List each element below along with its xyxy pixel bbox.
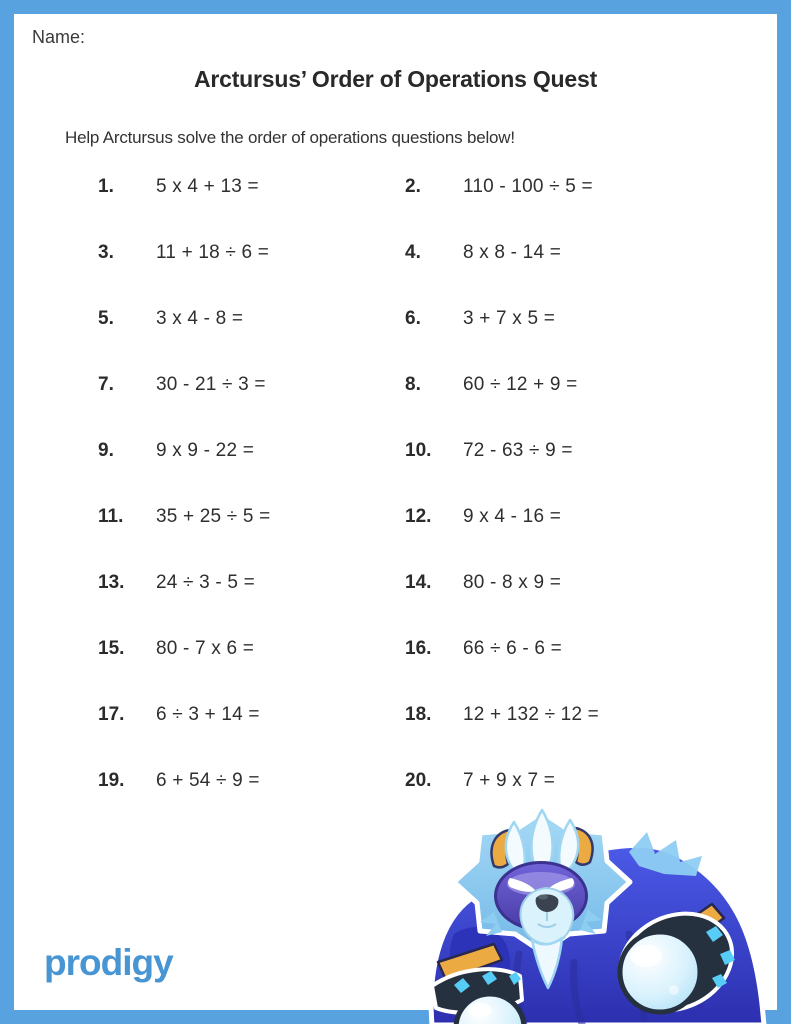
question-number: 5. [98,308,114,329]
question-item [98,440,405,506]
question-expression: 12 + 132 ÷ 12 = [463,704,599,725]
question-number: 3. [98,242,114,263]
question-item [405,506,738,572]
question-item [98,704,405,770]
questions-grid [98,176,738,836]
question-expression: 6 ÷ 3 + 14 = [156,704,260,725]
question-expression: 80 - 7 x 6 = [156,638,254,659]
question-number: 6. [405,308,421,329]
question-number: 19. [98,770,125,791]
question-number: 17. [98,704,125,725]
question-number: 1. [98,176,114,197]
question-item [405,374,738,440]
question-number: 15. [98,638,125,659]
question-item [98,308,405,374]
instructions-text: Help Arctursus solve the order of operations questions below! [65,128,515,147]
question-number: 13. [98,572,125,593]
question-number: 16. [405,638,432,659]
question-item [98,506,405,572]
question-number: 12. [405,506,432,527]
question-expression: 110 - 100 ÷ 5 = [463,176,593,197]
question-expression: 6 + 54 ÷ 9 = [156,770,260,791]
question-item [98,176,405,242]
question-expression: 80 - 8 x 9 = [463,572,561,593]
question-number: 10. [405,440,432,461]
question-number: 7. [98,374,114,395]
question-item [98,770,405,836]
worksheet-title: Arctursus’ Order of Operations Quest [193,66,598,92]
question-item [98,374,405,440]
question-item [405,242,738,308]
question-item [405,704,738,770]
question-expression: 9 x 9 - 22 = [156,440,254,461]
question-expression: 8 x 8 - 14 = [463,242,561,263]
question-item [98,572,405,638]
question-number: 2. [405,176,421,197]
question-item [98,638,405,704]
question-item [405,440,738,506]
arctursus-character-illustration [424,804,784,1024]
question-number: 8. [405,374,421,395]
question-expression: 24 ÷ 3 - 5 = [156,572,255,593]
question-number: 4. [405,242,421,263]
question-expression: 60 ÷ 12 + 9 = [463,374,578,395]
question-expression: 35 + 25 ÷ 5 = [156,506,271,527]
question-item [405,176,738,242]
question-item [405,308,738,374]
prodigy-logo: prodigy [44,942,173,983]
question-number: 20. [405,770,432,791]
question-item [405,638,738,704]
question-number: 11. [98,506,124,527]
question-item [98,242,405,308]
question-number: 14. [405,572,432,593]
question-number: 18. [405,704,432,725]
name-label: Name: [32,27,86,47]
question-expression: 5 x 4 + 13 = [156,176,259,197]
question-number: 9. [98,440,114,461]
question-expression: 3 + 7 x 5 = [463,308,555,329]
question-expression: 11 + 18 ÷ 6 = [156,242,270,263]
question-item [405,572,738,638]
question-expression: 3 x 4 - 8 = [156,308,244,329]
question-expression: 72 - 63 ÷ 9 = [463,440,573,461]
question-expression: 66 ÷ 6 - 6 = [463,638,562,659]
question-expression: 7 + 9 x 7 = [463,770,555,791]
question-expression: 30 - 21 ÷ 3 = [156,374,266,395]
question-expression: 9 x 4 - 16 = [463,506,561,527]
